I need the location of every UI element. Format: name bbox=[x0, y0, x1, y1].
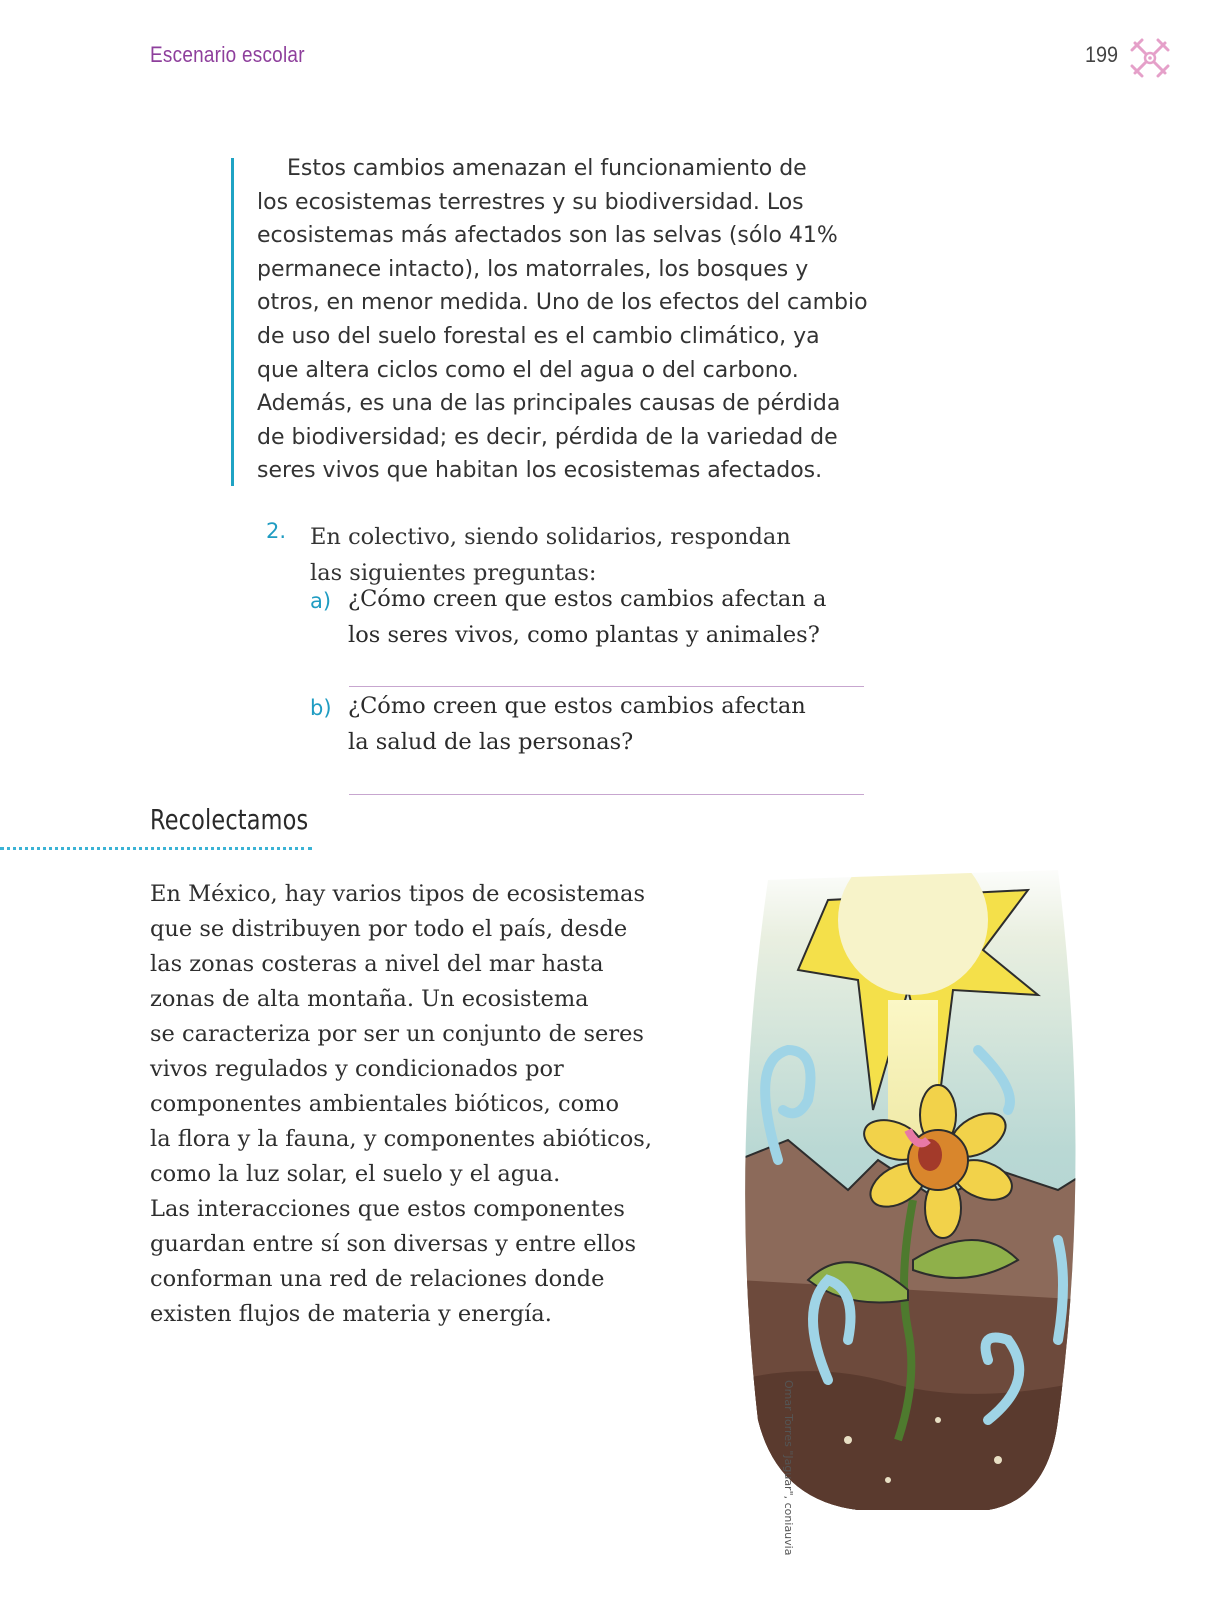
instruction-line: En colectivo, siendo solidarios, respondan bbox=[310, 524, 791, 550]
question-line: la salud de las personas? bbox=[348, 729, 634, 755]
body-paragraph bbox=[150, 877, 710, 1332]
quote-line: otros, en menor medida. Uno de los efectos del cambio bbox=[257, 290, 868, 316]
body-line: las zonas costeras a nivel del mar hasta bbox=[150, 951, 604, 977]
question-a bbox=[348, 581, 826, 653]
quote-accent-bar bbox=[231, 158, 234, 486]
body-line: existen flujos de materia y energía. bbox=[150, 1301, 552, 1327]
body-line: la flora y la fauna, y componentes abióticos, bbox=[150, 1126, 652, 1152]
activity-number: 2. bbox=[266, 519, 287, 543]
quote-line: ecosistemas más afectados son las selvas (sólo 41% bbox=[257, 223, 838, 249]
answer-line-b[interactable] bbox=[349, 794, 864, 795]
body-line: componentes ambientales bióticos, como bbox=[150, 1091, 620, 1117]
body-line: que se distribuyen por todo el país, desde bbox=[150, 916, 628, 942]
question-letter-b: b) bbox=[310, 696, 332, 720]
section-title: Escenario escolar bbox=[150, 42, 305, 67]
body-line: conforman una red de relaciones donde bbox=[150, 1266, 605, 1292]
question-line: ¿Cómo creen que estos cambios afectan a bbox=[348, 586, 827, 612]
quote-line: seres vivos que habitan los ecosistemas afectados. bbox=[257, 458, 823, 484]
question-b bbox=[348, 688, 806, 760]
quote-paragraph bbox=[257, 152, 957, 488]
answer-line-a[interactable] bbox=[349, 686, 864, 687]
question-line: los seres vivos, como plantas y animales? bbox=[348, 622, 820, 648]
quote-line: de biodiversidad; es decir, pérdida de la variedad de bbox=[257, 424, 838, 450]
body-line: vivos regulados y condicionados por bbox=[150, 1056, 564, 1082]
body-line: zonas de alta montaña. Un ecosistema bbox=[150, 986, 589, 1012]
quote-line: de uso del suelo forestal es el cambio climático, ya bbox=[257, 323, 820, 349]
body-line: guardan entre sí son diversas y entre ellos bbox=[150, 1231, 637, 1257]
quote-line: que altera ciclos como el del agua o del carbono. bbox=[257, 357, 799, 383]
quote-line: Estos cambios amenazan el funcionamiento de bbox=[287, 156, 807, 181]
question-line: ¿Cómo creen que estos cambios afectan bbox=[348, 693, 806, 719]
quote-line: los ecosistemas terrestres y su biodiversidad. Los bbox=[257, 189, 804, 215]
body-line: En México, hay varios tipos de ecosistemas bbox=[150, 881, 646, 907]
page-number: 199 bbox=[1085, 42, 1119, 67]
body-line: Las interacciones que estos componentes bbox=[150, 1196, 625, 1222]
question-letter-a: a) bbox=[310, 589, 332, 613]
body-line: se caracteriza por ser un conjunto de seres bbox=[150, 1021, 644, 1047]
body-line: como la luz solar, el suelo y el agua. bbox=[150, 1161, 561, 1187]
star-motif-icon bbox=[1130, 38, 1170, 78]
section-heading: Recolectamos bbox=[150, 803, 309, 836]
instruction-line: las siguientes preguntas: bbox=[310, 560, 597, 586]
quote-line: permanece intacto), los matorrales, los bosques y bbox=[257, 256, 809, 282]
quote-line: Además, es una de las principales causas de pérdida bbox=[257, 391, 841, 417]
illustration-credit: Omar Torres "Jaguar", coniauvia bbox=[782, 1380, 795, 1556]
heading-dotted-divider bbox=[0, 847, 312, 850]
